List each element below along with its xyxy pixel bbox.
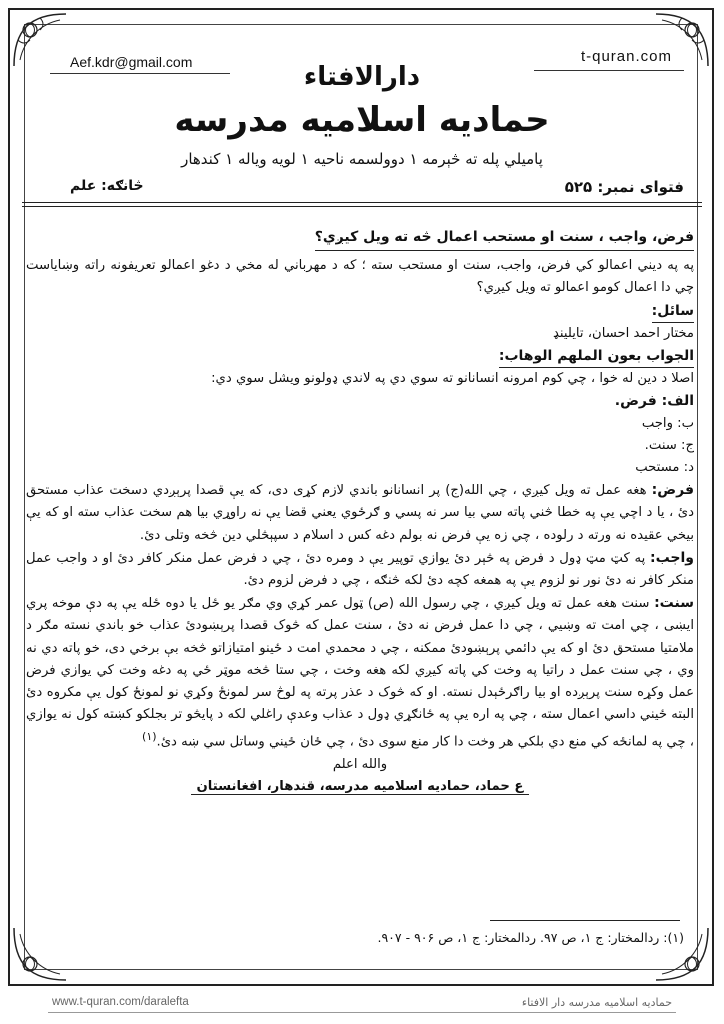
title-madrasa-name: حمادیه اسلامیه مدرسه	[174, 100, 550, 140]
footer-url[interactable]: www.t-quran.com/daralefta	[52, 996, 189, 1008]
answer-intro: اصلا د دین له خوا ، چي کوم امرونه انسانانو ته سوي دي په لاندي ډولونو ویشل سوي دي:	[211, 371, 694, 387]
sunnat-label: سنت:	[654, 595, 694, 612]
fatwa-category: څانګه: علم	[70, 178, 144, 194]
footnote: (۱): ردالمختار: ج ۱، ص ۹۷. ردالمختار: ج ۱، ص ۹۰۶ - ۹۰۷.	[377, 930, 684, 945]
list-item-sunnat: ج: سنت.	[644, 437, 694, 453]
email-address[interactable]: Aef.kdr@gmail.com	[70, 54, 193, 70]
website-link[interactable]: t-quran.com	[580, 48, 672, 65]
fatwa-number: فتوای نمبر: ۵۲۵	[564, 178, 684, 196]
footer-divider	[48, 1012, 676, 1013]
corner-ornament-icon	[10, 10, 70, 70]
question-text: په په دیني اعمالو کي فرض، واجب، سنت او مستحب سته ؛ که د مهرباني له مخي د دغو اعمالو تعریفونه راته وښایاست چي دا اعمال کومو اعمالو ته ویل کیږي؟	[26, 258, 694, 296]
signature: ع حماد، حمادیه اسلامیه مدرسه، قندهار، افغانستان	[191, 779, 530, 795]
answer-heading: الجواب بعون الملهم الوهاب:	[499, 345, 694, 368]
list-item-mustahab: د: مستحب	[635, 460, 694, 476]
question-title: فرض، واجب ، سنت او مستحب اعمال څه ته ویل کیږي؟	[315, 226, 694, 251]
fard-label: فرض:	[651, 482, 694, 499]
questioner-label: سائل:	[652, 300, 694, 323]
sunnat-text: سنت هغه عمل ته ویل کیږي ، چي رسول الله (ص) ټول عمر کړي وي مګر یو ځل یا دوه ځله یې په دې موخه پري ایښی ، چي امت ته وښیي ، چي دا عمل فرض نه دئ ، سنت عمل که څوک قصدا پرېښودئ عذاب خو باندي نسته مګر د ملامتیا مستحق دئ او که یې دائمي پرېښودئ ممکنه ، چي د محمدي امت د ځینو امتیازاتو څخه بې برخي دی، خو پاته دي نه وي ، چي سنت عمل د راتیا په وخت کي پاته کیږي لکه هغه وخت ، چي ستا څخه موټر ځي په دغه وخت کي یوازي فرض عمل وکړه سنت پرېږده او بیا راګرځېدل نسته. او که څوک د عذر پرته په لوڅ سر لمونځ وکړي نو لمونځ کول یې مکروه دئ البته ځیني داسي اعمال سته ، چي په اره یې په ځانګړي ډول د عذاب وعدې راغلي لکه د پایڅو تر بجلکو کښته کول نه یوازي ، چي په لمانځه کي منع دي بلکي هر وخت دا کار منع سوی دئ ، چي ځان ځیني وساتل سي ښه دئ.	[26, 596, 694, 750]
footnote-divider	[490, 920, 680, 921]
signature-line	[26, 776, 694, 798]
closing-wallahu-alam: والله اعلم	[332, 757, 388, 773]
wajib-label: واجب:	[649, 549, 694, 566]
fatwa-body	[26, 226, 694, 798]
corner-ornament-icon	[10, 924, 70, 984]
list-item-wajib: ب: واجب	[641, 415, 694, 431]
list-item-fard: الف: فرض.	[614, 393, 694, 410]
wajib-text: په کټ مټ ډول د فرض په څېر دئ یوازي توپیر یې د ومره دئ ، چي د فرض عمل منکر کافر دئ او د واجب عمل منکر کافر نه دئ نور نو لزوم یې په همغه کچه دئ لکه څنګه ، چي د فرض لزوم دئ.	[26, 550, 694, 589]
questioner-name: مختار احمد احسان، تایلینډ	[552, 325, 694, 341]
fard-text: هغه عمل ته ویل کیږي ، چي الله(ج) پر انسانانو باندي لازم کړی دی، که یې قصدا پرېږدي دسخت عذاب مستحق دئ ، یا د اچي یې په خطا څني پاته سي بیا سر نه پسي و ګرځوي یعني قضا یې نه راوړي بیا هم سخت عذاب سته او که یې بیخي عقیده نه ورته د رلوده ، چي زه یې فرض نه بولم دغه کس د اسلام د سپېڅلي دین څخه وتلی دئ.	[26, 483, 694, 543]
fard-definition	[26, 479, 694, 547]
header-divider	[22, 202, 702, 203]
address-line: پامیلي پله ته څېرمه ۱ دوولسمه ناحیه ۱ لویه ویاله ۱ کندهار	[181, 150, 543, 168]
header-divider-thin	[22, 206, 702, 207]
wajib-definition	[26, 547, 694, 592]
title-dar-al-ifta: دارالافتاء	[303, 62, 421, 92]
footnote-marker: (۱)	[142, 730, 157, 744]
footer-madrasa: حمادیه اسلامیه مدرسه دار الافتاء	[521, 996, 672, 1009]
sunnat-definition	[26, 592, 694, 754]
